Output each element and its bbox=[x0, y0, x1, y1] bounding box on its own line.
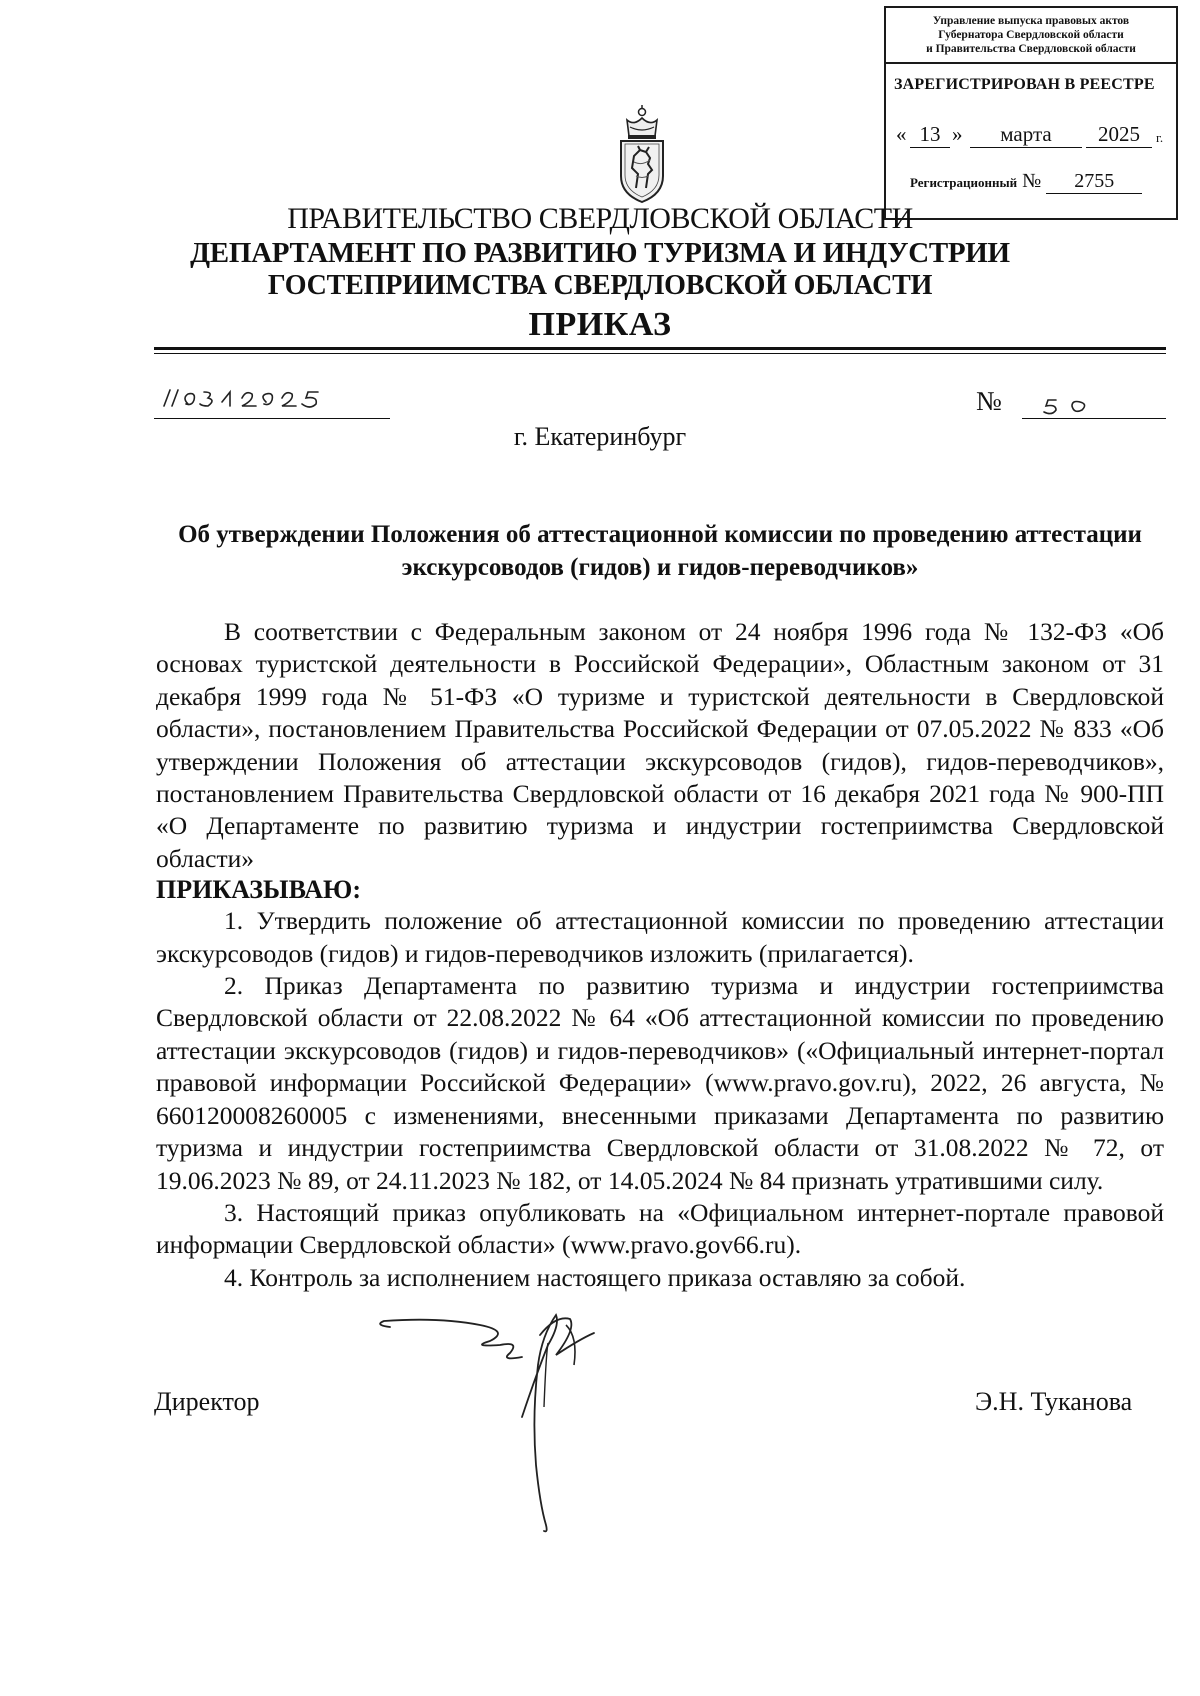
stamp-number-row bbox=[910, 170, 1142, 194]
order-number-underline bbox=[1022, 418, 1166, 419]
stamp-year-suffix: г. bbox=[1156, 130, 1164, 145]
stamp-number: 2755 bbox=[1046, 170, 1142, 194]
stamp-quote-close: » bbox=[952, 122, 963, 146]
header-divider bbox=[154, 353, 1166, 354]
signatory-role: Директор bbox=[154, 1387, 260, 1416]
document-type: ПРИКАЗ bbox=[528, 306, 672, 343]
registration-stamp bbox=[884, 6, 1178, 220]
stamp-month: марта bbox=[970, 122, 1082, 148]
department-name-line-1: ДЕПАРТАМЕНТ ПО РАЗВИТИЮ ТУРИЗМА И ИНДУСТРИИ bbox=[190, 237, 1010, 269]
stamp-day: 13 bbox=[910, 122, 950, 148]
department-name-line-2: ГОСТЕПРИИМСТВА СВЕРДЛОВСКОЙ ОБЛАСТИ bbox=[267, 270, 933, 301]
order-number-label: № bbox=[976, 386, 1002, 416]
order-item: 1. Утвердить положение об аттестационной комиссии по проведению аттестации экскурсоводов (гидов) и гидов-переводчиков изложить (прилагается). bbox=[156, 906, 1164, 968]
stamp-registered-label: ЗАРЕГИСТРИРОВАН В РЕЕСТРЕ bbox=[894, 76, 1155, 93]
stamp-quote-open: « bbox=[896, 122, 907, 146]
date-underline bbox=[154, 418, 390, 419]
preamble-paragraph: В соответствии с Федеральным законом от 24 ноября 1996 года № 132-ФЗ «Об основах туристской деятельности в Российской Федерации», Областным законом от 31 декабря 1999 года № 51-ФЗ «О туризме и туристской деятельности в Свердловской области», постановлением Правительства Российской Федерации от 07.05.2022 № 833 «Об утверждении Положения об аттестации экскурсоводов (гидов), гидов-переводчиков», постановлением Правительства Свердловской области от 16 декабря 2021 года № 900-ПП «О Департаменте по развитию туризма и индустрии гостеприимства Свердловской области» bbox=[156, 617, 1164, 873]
order-word: ПРИКАЗЫВАЮ: bbox=[156, 875, 361, 905]
government-name: ПРАВИТЕЛЬСТВО СВЕРДЛОВСКОЙ ОБЛАСТИ bbox=[287, 202, 913, 235]
stamp-year: 2025 bbox=[1086, 122, 1152, 148]
header-divider bbox=[154, 347, 1166, 350]
stamp-header-line: Губернатора Свердловской области bbox=[938, 29, 1124, 41]
coat-of-arms-icon bbox=[612, 100, 672, 204]
stamp-header-line: Управление выпуска правовых актов bbox=[932, 15, 1130, 27]
order-item: 2. Приказ Департамента по развитию туризма и индустрии гостеприимства Свердловской области от 22.08.2022 № 64 «Об аттестационной комиссии по проведению аттестации экскурсоводов (гидов) и гидов-переводчиков» («Официальный интернет-портал правовой информации Российской Федерации» (www.pravo.gov.ru), 2022, 26 августа, № 660120008260005 с изменениями, внесенными приказами Департамента по развитию туризма и индустрии гостеприимства Свердловской области от 31.08.2022 № 72, от 19.06.2023 № 89, от 24.11.2023 № 182, от 14.05.2024 № 84 признать утратившими силу. bbox=[156, 971, 1164, 1195]
handwritten-order-number bbox=[1036, 386, 1164, 418]
document-body bbox=[156, 616, 1164, 1294]
order-item: 4. Контроль за исполнением настоящего приказа оставляю за собой. bbox=[224, 1262, 966, 1292]
stamp-header bbox=[886, 8, 1176, 64]
stamp-number-label: Регистрационный bbox=[910, 175, 1018, 190]
stamp-number-sign: № bbox=[1022, 170, 1042, 192]
handwritten-date bbox=[158, 384, 390, 418]
order-item: 3. Настоящий приказ опубликовать на «Официальном интернет-портале правовой информации Свердловской области» (www.pravo.gov66.ru). bbox=[156, 1197, 1164, 1260]
handwritten-signature bbox=[360, 1295, 690, 1615]
document-title: Об утверждении Положения об аттестационной комиссии по проведению аттестации экскурсоводов (гидов) и гидов-переводчиков» bbox=[178, 521, 1142, 581]
stamp-header-line: и Правительства Свердловской области bbox=[926, 43, 1136, 55]
city: г. Екатеринбург bbox=[513, 422, 687, 451]
signatory-name: Э.Н. Туканова bbox=[975, 1387, 1133, 1416]
